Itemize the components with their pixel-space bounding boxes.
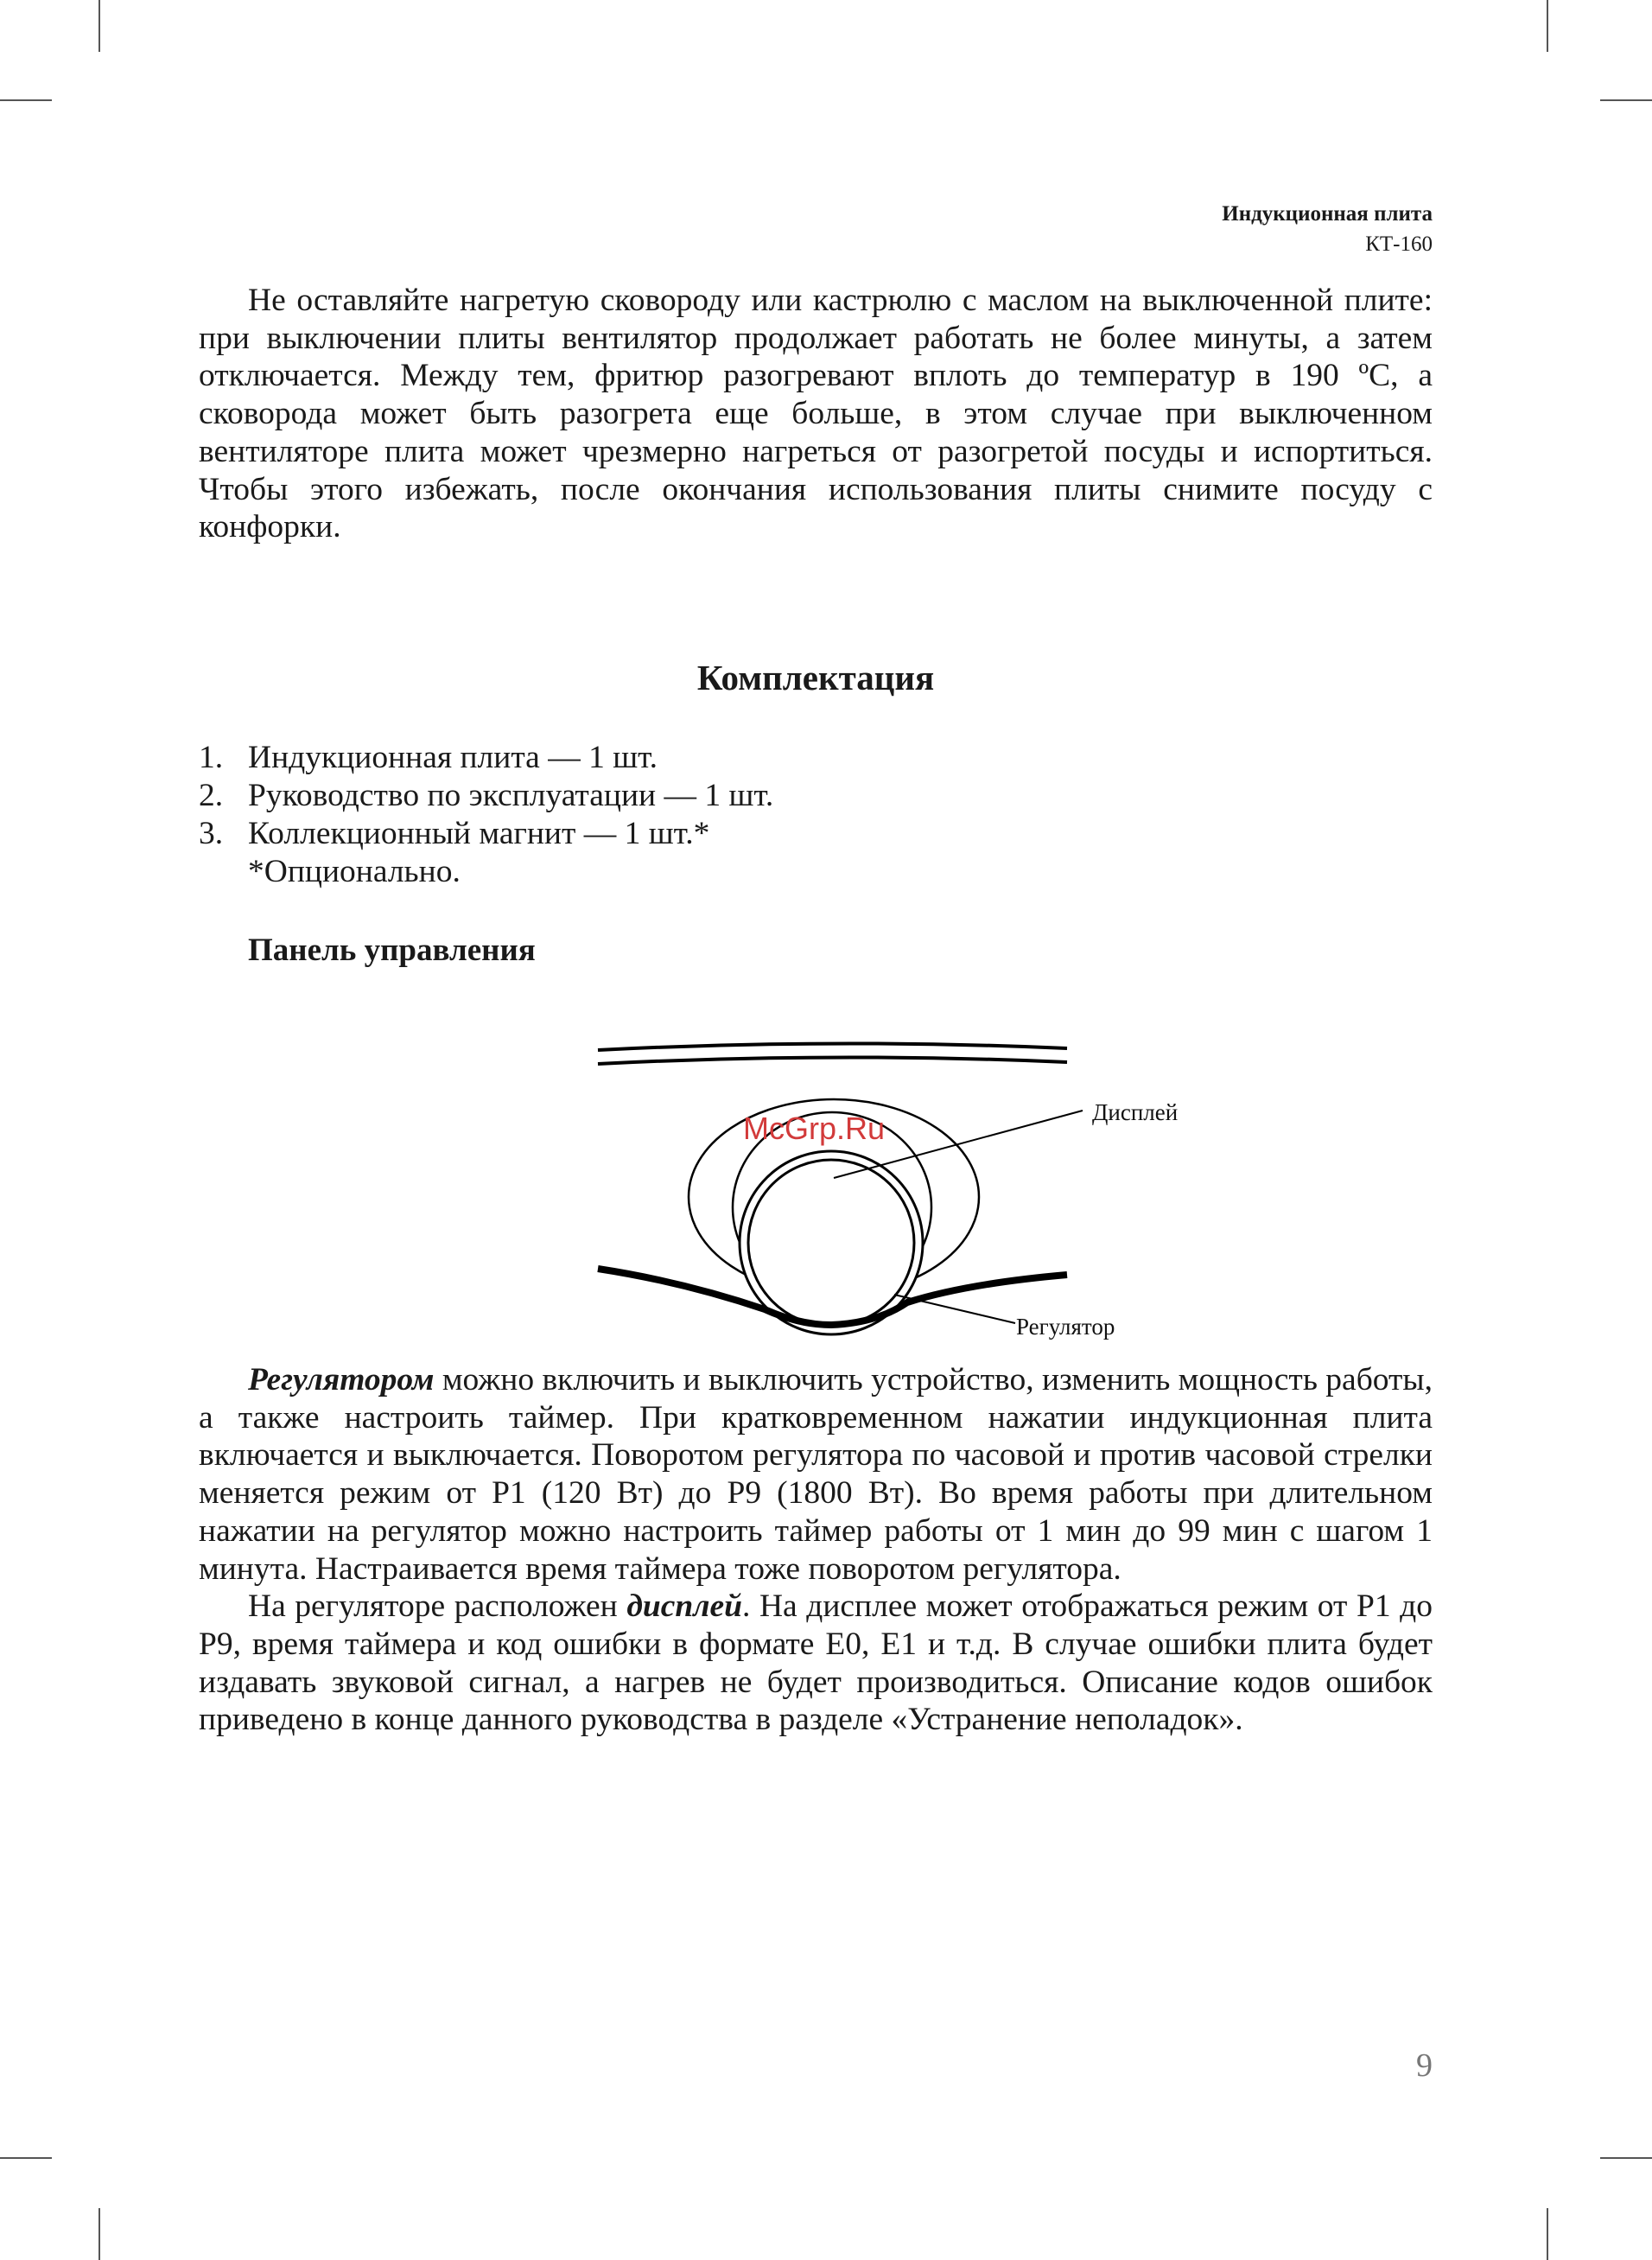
control-panel-diagram (588, 1033, 1210, 1353)
control-panel-heading: Панель управления (248, 933, 536, 968)
page-number: 9 (1416, 2047, 1433, 2084)
list-item: 2. Руководство по эксплуатации — 1 шт. (199, 778, 774, 813)
label-display: Дисплей (1092, 1099, 1179, 1125)
section-title: Комплектация (696, 658, 935, 697)
running-header (1222, 199, 1433, 259)
package-note: *Опционально. (248, 854, 461, 889)
crop-mark (1600, 99, 1652, 101)
crop-mark (1547, 0, 1548, 52)
header-model: КТ-160 (1365, 232, 1433, 256)
crop-mark (0, 2157, 52, 2159)
intro-paragraph: Не оставляйте нагретую сковороду или кастрюлю с маслом на выключенной плите: при выключении плиты вентилятор продолжает работать не более минуты, а затем отключается. Между тем, фритюр разогревают вплоть до температур в 190 ºC, а сковорода может быть разогрета еще больше, в этом случае при выключенном вентиляторе плита может чрезмерно нагреться от разогретой посуды и испортиться. Чтобы этого избежать, после окончания использования плиты снимите посуду с конфорки. (199, 283, 1433, 545)
panel-edge-line (598, 1057, 1067, 1064)
display-paragraph: На регуляторе расположен дисплей. На дисплее может отображаться режим от Р1 до Р9, время таймера и код ошибки в формате Е0, Е1 и т.д. В случае ошибки плита будет издавать звуковой сигнал, а нагрев не будет производиться. Описание кодов ошибок приведено в конце данного руководства в разделе «Устранение неполадок». (199, 1588, 1433, 1738)
package-list (199, 739, 773, 891)
list-item: 1. Индукционная плита — 1 шт. (199, 740, 658, 775)
crop-mark (1547, 2208, 1548, 2260)
crop-mark (1600, 2157, 1652, 2159)
crop-mark (98, 0, 100, 52)
regulator-paragraph: Регулятором можно включить и выключить устройство, изменить мощность работы, а также настроить таймер. При кратковременном нажатии индукционная плита включается и выключается. Поворотом регулятора по часовой и против часовой стрелки меняется режим от Р1 (120 Вт) до Р9 (1800 Вт). Во время работы при длительном нажатии на регулятор можно настроить таймер работы от 1 мин до 99 мин с шагом 1 минута. Настраивается время таймера тоже поворотом регулятора. (199, 1362, 1433, 1587)
watermark: McGrp.Ru (743, 1111, 886, 1146)
intro-block (199, 282, 1433, 546)
label-regulator: Регулятор (1016, 1314, 1115, 1340)
regulator-leader-line (894, 1295, 1015, 1323)
display-term: дисплей (626, 1588, 743, 1625)
diagram-svg (588, 1033, 1210, 1353)
crop-mark (0, 99, 52, 101)
crop-mark (98, 2208, 100, 2260)
header-title: Индукционная плита (1222, 202, 1433, 226)
regulator-term: Регулятором (248, 1362, 435, 1397)
description-block (199, 1361, 1433, 1739)
panel-edge-line (598, 1043, 1067, 1050)
list-item: 3. Коллекционный магнит — 1 шт.* (199, 816, 710, 851)
